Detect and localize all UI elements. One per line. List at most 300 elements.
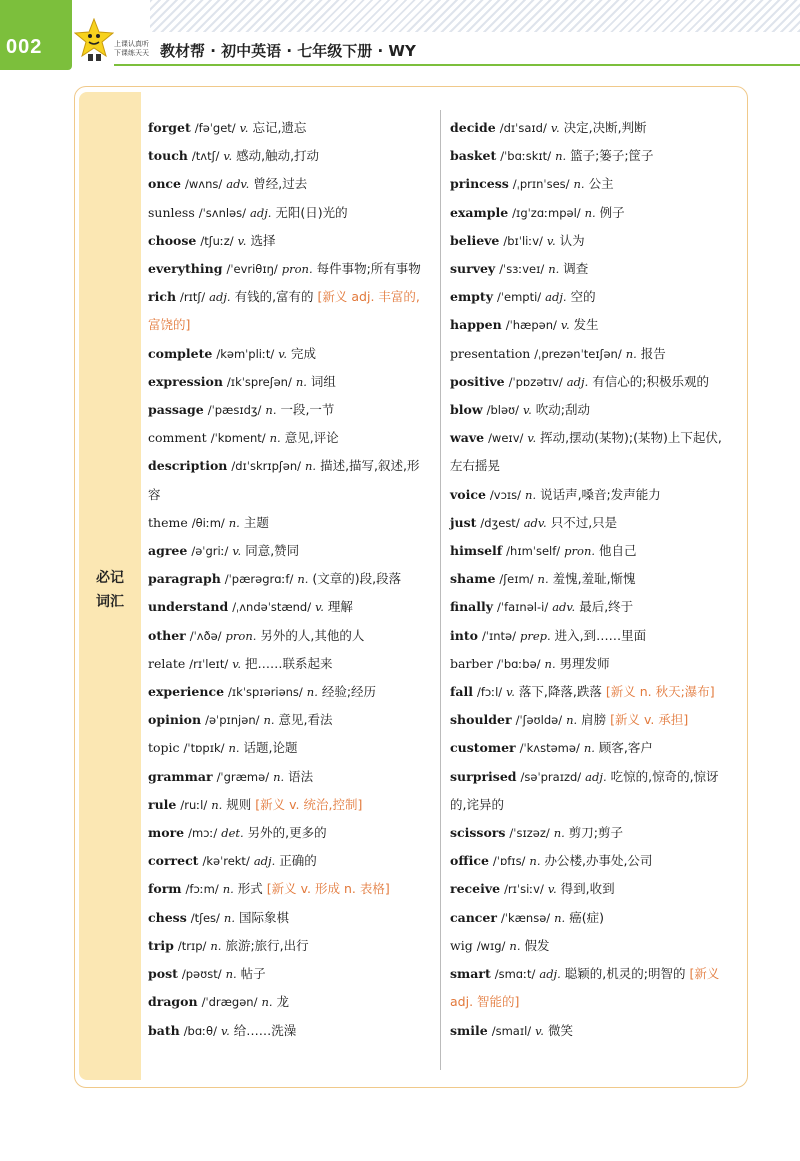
phonetic: /tʃuːz/ (200, 233, 234, 248)
vocab-entry (148, 424, 430, 452)
part-of-speech: v. (527, 431, 537, 446)
phonetic: /ˈpærəgrɑːf/ (224, 572, 294, 587)
part-of-speech: n. (509, 938, 521, 953)
vocab-entry (148, 396, 430, 424)
meaning: 帖子 (240, 966, 266, 982)
page-number: 002 (6, 36, 43, 58)
vocab-entry (148, 340, 430, 368)
vocab-entry (148, 255, 430, 283)
vocab-entry (450, 255, 732, 283)
part-of-speech: adj. (539, 967, 561, 982)
section-label-line-2: 词汇 (96, 594, 124, 610)
vocab-word: receive (450, 881, 501, 897)
vocab-entry (148, 678, 430, 706)
vocab-word: customer (450, 740, 516, 756)
phonetic: /əˈpɪnjən/ (205, 713, 260, 728)
vocab-entry (148, 170, 430, 198)
phonetic: /ˈtɒpɪk/ (183, 741, 225, 756)
vocab-entry (450, 227, 732, 255)
meaning: 吹动;刮动 (535, 402, 590, 418)
meaning: 经验;经历 (321, 684, 377, 700)
phonetic: /ɪkˈspɪəriəns/ (228, 685, 303, 700)
vocab-entry (148, 791, 430, 819)
part-of-speech: adv. (523, 515, 547, 530)
meaning: 癌(症) (569, 909, 604, 925)
part-of-speech: n. (625, 346, 637, 361)
part-of-speech: prep. (519, 628, 551, 643)
phonetic: /weɪv/ (488, 431, 524, 446)
vocab-word: bath (148, 1022, 180, 1038)
phonetic: /vɔɪs/ (489, 487, 522, 502)
phonetic: /ɪkˈspreʃən/ (226, 374, 292, 389)
meaning: 说话声,嗓音;发声能力 (540, 486, 661, 502)
vocab-column-right (450, 114, 732, 1045)
vocab-entry (148, 988, 430, 1016)
vocab-entry (148, 537, 430, 565)
vocab-entry (148, 819, 430, 847)
phonetic: /səˈpraɪzd/ (520, 769, 582, 784)
part-of-speech: v. (535, 1023, 544, 1038)
phonetic: /wʌns/ (184, 177, 223, 192)
vocab-word: finally (450, 599, 494, 615)
phonetic: /ˈpæsɪdʒ/ (207, 403, 262, 418)
part-of-speech: adj. (585, 769, 607, 784)
page-header (0, 0, 800, 72)
new-meaning-note: [新义 v. 承担] (610, 712, 689, 728)
phonetic: /dʒest/ (480, 515, 520, 530)
vocab-word: other (148, 627, 186, 643)
vocab-word: into (450, 627, 478, 643)
slogan-line-2: 下课练天天 (114, 50, 149, 57)
part-of-speech: adv. (552, 600, 576, 615)
new-meaning-note: [新义 v. 统治,控制] (255, 796, 363, 812)
phonetic: /ˈɪntə/ (481, 628, 516, 643)
vocab-entry (450, 622, 732, 650)
part-of-speech: n. (269, 431, 281, 446)
vocab-entry (148, 734, 430, 762)
part-of-speech: v. (232, 544, 242, 559)
vocab-word: experience (148, 684, 225, 700)
part-of-speech: v. (523, 403, 532, 418)
phonetic: /əˈgriː/ (191, 544, 229, 559)
vocab-word: paragraph (148, 571, 221, 587)
vocab-entry (450, 340, 732, 368)
vocab-entry (450, 565, 732, 593)
vocab-word: comment (148, 430, 207, 446)
vocab-entry (148, 960, 430, 988)
meaning: 挥动,摆动(某物);(某物)上下起伏,左右摇晃 (450, 430, 722, 474)
meaning: 男理发师 (559, 655, 610, 671)
vocab-entry (450, 509, 732, 537)
vocab-word: expression (148, 373, 223, 389)
vocab-word: office (450, 853, 489, 869)
vocab-entry (148, 904, 430, 932)
phonetic: /ˈkænsə/ (500, 910, 551, 925)
vocab-word: agree (148, 543, 188, 559)
part-of-speech: n. (555, 149, 567, 164)
meaning: 例子 (599, 204, 625, 220)
vocab-word: presentation (450, 345, 531, 361)
meaning: 进入,到……里面 (554, 627, 647, 643)
vocab-word: wig (450, 937, 473, 953)
part-of-speech: adj. (253, 854, 276, 869)
part-of-speech: n. (273, 769, 285, 784)
phonetic: /ruːl/ (180, 797, 208, 812)
phonetic: /tʃes/ (190, 910, 220, 925)
part-of-speech: adj. (566, 374, 589, 389)
part-of-speech: v. (550, 121, 560, 135)
vocab-entry (148, 199, 430, 227)
meaning: 龙 (276, 994, 290, 1010)
phonetic: /ˈhæpən/ (505, 318, 557, 333)
vocab-entry (450, 763, 732, 819)
part-of-speech: n. (297, 572, 309, 587)
meaning: 有钱的,富有的 (234, 289, 314, 305)
phonetic: /ˈʃəʊldə/ (515, 713, 563, 728)
vocab-word: shoulder (450, 712, 512, 728)
meaning: 顾客,客户 (598, 740, 653, 756)
vocab-entry (450, 904, 732, 932)
part-of-speech: n. (544, 656, 556, 671)
meaning: 意见,评论 (284, 430, 339, 446)
meaning: 选择 (250, 232, 276, 248)
meaning: 羞愧,羞耻,惭愧 (552, 571, 636, 587)
vocab-word: sunless (148, 204, 195, 220)
vocab-entry (148, 565, 430, 593)
phonetic: /kəˈrekt/ (202, 854, 250, 869)
vocab-word: shame (450, 571, 496, 587)
vocab-word: scissors (450, 825, 506, 841)
phonetic: /ˈkɒment/ (210, 431, 266, 446)
vocab-entry (450, 170, 732, 198)
vocab-word: post (148, 966, 178, 982)
vocab-word: believe (450, 232, 500, 248)
phonetic: /ˈbɑːbə/ (496, 656, 541, 671)
meaning: 形式 (237, 881, 263, 897)
phonetic: /ˌprezənˈteɪʃən/ (534, 346, 622, 361)
phonetic: /dɪˈskrɪpʃən/ (231, 459, 302, 474)
vocab-word: rich (148, 289, 177, 305)
vocab-word: himself (450, 543, 503, 559)
part-of-speech: v. (546, 233, 556, 248)
meaning: 剪刀;剪子 (568, 825, 623, 841)
phonetic: /wɪg/ (476, 938, 506, 953)
vocab-entry (450, 706, 732, 734)
vocab-word: opinion (148, 712, 202, 728)
meaning: 他自己 (599, 543, 637, 559)
phonetic: /ˌprɪnˈses/ (512, 177, 570, 192)
part-of-speech: adj. (249, 205, 272, 220)
meaning: 假发 (524, 937, 550, 953)
part-of-speech: pron. (564, 544, 596, 559)
column-divider (440, 110, 441, 1070)
meaning: 聪颖的,机灵的;明智的 (564, 966, 686, 982)
phonetic: /ˈgræmə/ (216, 769, 270, 784)
meaning: 旅游;旅行,出行 (225, 937, 309, 953)
meaning: 发生 (573, 317, 599, 333)
part-of-speech: n. (225, 967, 237, 982)
new-meaning-note: [新义 adj. 智能的] (450, 966, 720, 1010)
phonetic: /tʌtʃ/ (191, 149, 220, 164)
meaning: 吃惊的,惊奇的,惊讶的,诧异的 (450, 768, 719, 812)
vocab-entry (450, 734, 732, 762)
phonetic: /ˈsɜːveɪ/ (499, 262, 545, 277)
part-of-speech: n. (223, 910, 235, 925)
phonetic: /ˈsɪzəz/ (509, 826, 550, 841)
part-of-speech: n. (584, 205, 596, 220)
vocab-word: forget (148, 120, 191, 135)
vocab-word: happen (450, 317, 502, 333)
meaning: 理解 (327, 599, 353, 615)
phonetic: /bɑːθ/ (183, 1023, 217, 1038)
meaning: 同意,赞同 (245, 543, 300, 559)
vocab-word: basket (450, 148, 497, 164)
vocab-entry (148, 114, 430, 142)
phonetic: /fɔːl/ (476, 685, 503, 700)
meaning: 最后,终于 (579, 599, 634, 615)
vocab-column-left (148, 114, 430, 1045)
vocab-entry (450, 283, 732, 311)
vocab-word: more (148, 825, 185, 841)
slogan (114, 40, 149, 58)
phonetic: /ˌʌndəˈstænd/ (232, 600, 312, 615)
vocab-word: correct (148, 853, 199, 869)
part-of-speech: v. (237, 233, 247, 248)
meaning: 肩膀 (581, 712, 607, 728)
part-of-speech: n. (306, 685, 318, 700)
vocab-entry (450, 481, 732, 509)
phonetic: /dɪˈsaɪd/ (499, 121, 547, 135)
part-of-speech: v. (278, 346, 288, 361)
vocab-word: just (450, 514, 477, 530)
vocab-word: choose (148, 232, 197, 248)
vocab-entry (450, 368, 732, 396)
phonetic: /ˈdrægən/ (201, 995, 258, 1010)
meaning: 规则 (226, 796, 252, 812)
part-of-speech: n. (548, 262, 560, 277)
slogan-line-1: 上课认真听 (114, 41, 149, 48)
vocab-word: touch (148, 148, 188, 164)
vocab-word: cancer (450, 909, 497, 925)
phonetic: /ˈpɒzətɪv/ (508, 374, 563, 389)
phonetic: /ɪgˈzɑːmpəl/ (512, 205, 581, 220)
meaning: 报告 (640, 345, 666, 361)
vocab-entry (148, 622, 430, 650)
part-of-speech: v. (239, 121, 249, 135)
meaning: 意见,看法 (278, 712, 333, 728)
vocab-word: rule (148, 796, 177, 812)
phonetic: /ˈkʌstəmə/ (519, 741, 580, 756)
page-number-tab (0, 0, 72, 70)
phonetic: /ʃeɪm/ (499, 572, 534, 587)
meaning: 忘记,遗忘 (252, 120, 307, 135)
vocab-entry (450, 960, 732, 1016)
section-label (79, 566, 141, 614)
vocab-word: passage (148, 402, 204, 418)
part-of-speech: n. (573, 177, 585, 192)
header-hatch-band (150, 0, 800, 32)
phonetic: /bɪˈliːv/ (503, 233, 543, 248)
vocab-word: dragon (148, 994, 198, 1010)
vocab-entry (450, 932, 732, 960)
meaning: 认为 (559, 232, 585, 248)
phonetic: /ˈempti/ (496, 290, 542, 305)
phonetic: /ˈevriθɪŋ/ (226, 262, 278, 277)
part-of-speech: adj. (545, 290, 567, 305)
part-of-speech: n. (263, 713, 275, 728)
phonetic: /θiːm/ (191, 515, 225, 530)
vocab-word: description (148, 458, 228, 474)
phonetic: /rɪˈleɪt/ (189, 656, 229, 671)
phonetic: /hɪmˈself/ (506, 544, 561, 559)
meaning: 空的 (570, 289, 596, 305)
vocab-entry (450, 650, 732, 678)
vocab-entry (450, 311, 732, 339)
vocab-word: blow (450, 402, 483, 418)
phonetic: /ˈbɑːskɪt/ (500, 149, 552, 164)
vocab-entry (450, 875, 732, 903)
new-meaning-note: [新义 n. 秋天;瀑布] (605, 684, 715, 700)
meaning: 另外的人,其他的人 (260, 627, 365, 643)
part-of-speech: v. (220, 1023, 230, 1038)
vocab-word: example (450, 204, 509, 220)
phonetic: /ˈʌðə/ (189, 628, 222, 643)
meaning: 完成 (291, 345, 317, 361)
vocab-entry (450, 819, 732, 847)
meaning: 主题 (243, 514, 269, 530)
vocab-word: barber (450, 655, 493, 671)
vocab-entry (450, 424, 732, 480)
vocab-word: survey (450, 261, 496, 277)
vocab-word: topic (148, 740, 180, 756)
meaning: 词组 (310, 373, 336, 389)
phonetic: /trɪp/ (177, 938, 207, 953)
meaning: 一段,一节 (280, 402, 335, 418)
vocab-entry (148, 227, 430, 255)
vocab-entry (148, 509, 430, 537)
meaning: 感动,触动,打动 (236, 148, 320, 164)
phonetic: /smɑːt/ (494, 967, 536, 982)
phonetic: /fəˈget/ (194, 121, 236, 135)
phonetic: /fɔːm/ (185, 882, 219, 897)
part-of-speech: v. (223, 149, 233, 164)
meaning: 办公楼,办事处,公司 (544, 853, 653, 869)
vocab-entry (148, 593, 430, 621)
vocab-entry (450, 847, 732, 875)
meaning: 曾经,过去 (253, 176, 308, 192)
new-meaning-note: [新义 v. 形成 n. 表格] (266, 881, 390, 897)
phonetic: /mɔː/ (188, 826, 218, 841)
meaning: 语法 (288, 768, 314, 784)
part-of-speech: n. (537, 572, 549, 587)
star-mascot-icon (74, 18, 114, 62)
vocab-word: wave (450, 430, 485, 446)
phonetic: /ˈfaɪnəl-i/ (497, 600, 549, 615)
vocab-word: theme (148, 514, 188, 530)
meaning: 决定,决断,判断 (563, 120, 647, 135)
part-of-speech: adj. (209, 290, 231, 305)
header-rule (114, 64, 800, 66)
part-of-speech: n. (566, 713, 578, 728)
meaning: 微笑 (547, 1022, 573, 1038)
part-of-speech: n. (295, 374, 307, 389)
part-of-speech: n. (211, 797, 223, 812)
vocab-entry (450, 142, 732, 170)
part-of-speech: v. (232, 656, 241, 671)
vocab-word: trip (148, 937, 174, 953)
meaning: 把……联系起来 (244, 655, 333, 671)
phonetic: /rɪtʃ/ (180, 290, 206, 305)
meaning: 另外的,更多的 (247, 825, 327, 841)
part-of-speech: n. (553, 826, 565, 841)
vocab-entry (148, 706, 430, 734)
vocab-entry (450, 114, 732, 142)
vocab-word: chess (148, 909, 187, 925)
vocab-word: form (148, 881, 182, 897)
vocab-entry (450, 199, 732, 227)
part-of-speech: adv. (226, 177, 250, 192)
meaning: 每件事物;所有事物 (316, 261, 421, 277)
vocab-entry (450, 537, 732, 565)
new-meaning-note: [新义 adj. 丰富的,富饶的] (148, 289, 420, 333)
meaning: 给……洗澡 (233, 1022, 297, 1038)
part-of-speech: det. (221, 826, 244, 841)
meaning: 只不过,只是 (550, 514, 618, 530)
book-title: 教材帮 · 初中英语 · 七年级下册 · WY (160, 42, 416, 60)
meaning: 调查 (563, 261, 589, 277)
vocab-word: smile (450, 1022, 488, 1038)
meaning: 无阳(日)光的 (275, 204, 348, 220)
vocab-entry (148, 283, 430, 339)
part-of-speech: n. (222, 882, 234, 897)
part-of-speech: n. (554, 910, 566, 925)
vocab-word: princess (450, 176, 509, 192)
phonetic: /bləʊ/ (486, 403, 520, 418)
vocab-entry (148, 452, 430, 508)
vocab-entry (148, 875, 430, 903)
vocab-entry (450, 1017, 732, 1045)
part-of-speech: pron. (225, 628, 257, 643)
phonetic: /smaɪl/ (491, 1023, 532, 1038)
vocab-word: understand (148, 599, 229, 615)
vocab-word: grammar (148, 768, 213, 784)
vocab-entry (450, 396, 732, 424)
meaning: 落下,降落,跌落 (518, 684, 602, 700)
vocab-word: surprised (450, 768, 517, 784)
vocab-entry (148, 368, 430, 396)
phonetic: /rɪˈsiːv/ (504, 882, 544, 897)
meaning: 描述,描写,叙述,形容 (148, 458, 420, 502)
part-of-speech: n. (529, 854, 541, 869)
part-of-speech: n. (210, 938, 222, 953)
part-of-speech: n. (305, 459, 317, 474)
vocab-entry (148, 650, 430, 678)
vocab-word: positive (450, 373, 505, 389)
part-of-speech: n. (525, 487, 537, 502)
vocab-entry (450, 593, 732, 621)
vocab-word: complete (148, 345, 213, 361)
meaning: 国际象棋 (238, 909, 289, 925)
vocab-entry (148, 763, 430, 791)
part-of-speech: pron. (281, 262, 313, 277)
vocab-word: smart (450, 966, 491, 982)
meaning: 公主 (588, 176, 614, 192)
part-of-speech: v. (315, 600, 324, 615)
vocab-entry (148, 847, 430, 875)
vocab-word: everything (148, 261, 223, 277)
vocab-word: once (148, 176, 181, 192)
meaning: (文章的)段,段落 (312, 571, 402, 587)
